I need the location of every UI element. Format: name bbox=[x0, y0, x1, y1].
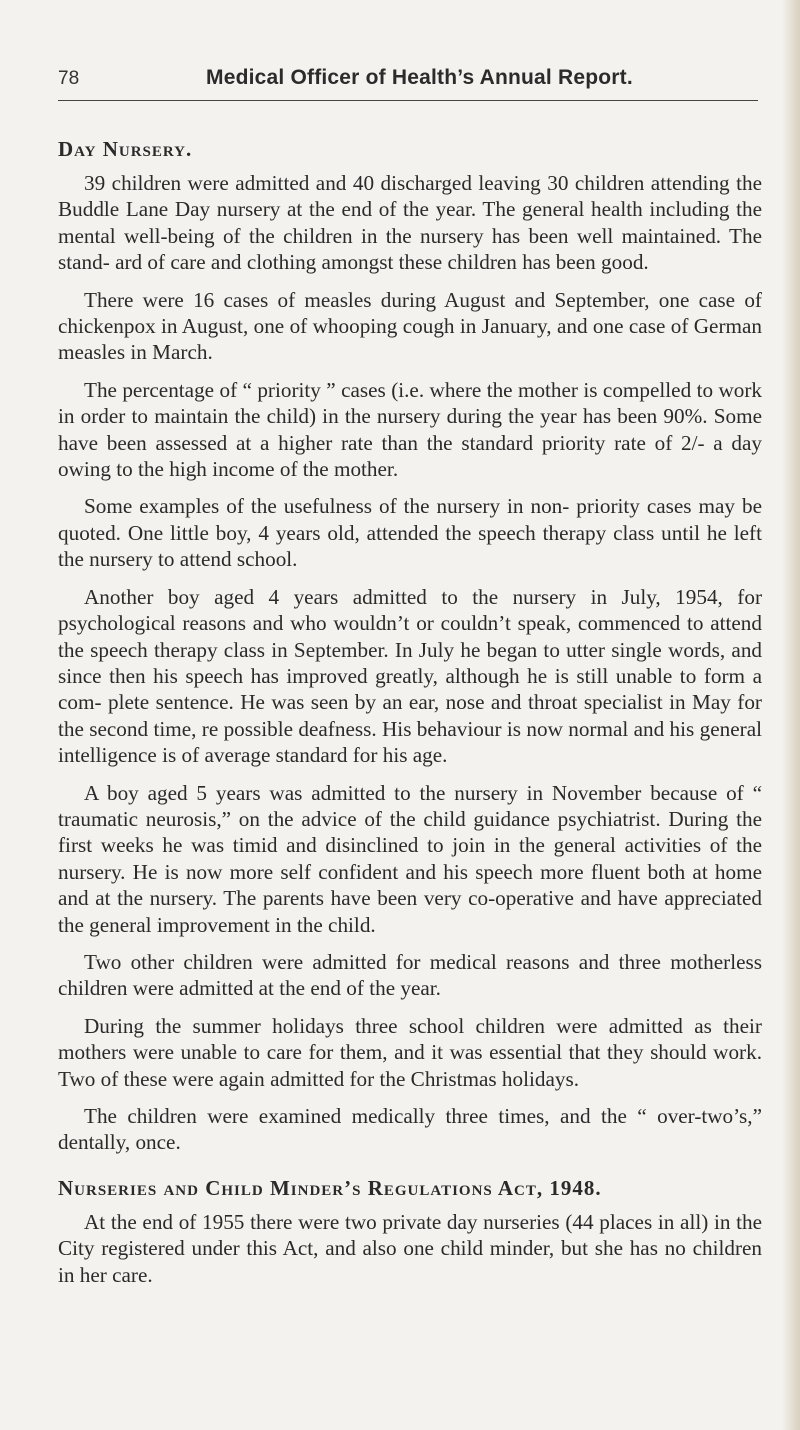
paragraph: A boy aged 5 years was admitted to the nursery in November because of “ traumatic neurosis,” on the advice of the child guidance psychiatrist. During the first weeks he was timid and disinclined to join in the general activities of the nursery. He is now more self confident and his speech more fluent both at home and at the nursery. The parents have been very co-operative and have appreciated the general improvement in the child. bbox=[58, 780, 762, 937]
paragraph: Another boy aged 4 years admitted to the nursery in July, 1954, for psychological reasons and who wouldn’t or couldn’t speak, commenced to attend the speech therapy class in September. In July he began to utter single words, and since then his speech has improved greatly, although he is still unable to form a com- plete sentence. He was seen by an ear, nose and throat specialist in May for the second time, re possible deafness. His behaviour is now normal and his general intelligence is of average standard for his age. bbox=[58, 584, 762, 768]
page-number: 78 bbox=[58, 68, 80, 89]
paragraph: At the end of 1955 there were two private day nurseries (44 places in all) in the City registered under this Act, and also one child minder, but she has no children in her care. bbox=[58, 1209, 762, 1287]
section-heading-day-nursery: Day Nursery. bbox=[58, 137, 193, 161]
paragraph: The children were examined medically three times, and the “ over-two’s,” dentally, once. bbox=[58, 1104, 762, 1155]
paragraph: The percentage of “ priority ” cases (i.e. where the mother is compelled to work in order to maintain the child) in the nursery during the year has been 90%. Some have been assessed at a higher rate than the standard priority rate of 2/- a day owing to the high income of the mother. bbox=[58, 377, 762, 482]
header-rule bbox=[58, 100, 758, 101]
section-day-nursery bbox=[58, 136, 762, 1156]
paragraph: Two other children were admitted for medical reasons and three motherless children were admitted at the end of the year. bbox=[58, 949, 762, 1001]
document-body bbox=[58, 136, 762, 1299]
page-header bbox=[58, 68, 758, 102]
paragraph: During the summer holidays three school children were admitted as their mothers were unable to care for them, and it was essential that they should work. Two of these were again admitted for the Christmas holidays. bbox=[58, 1013, 762, 1091]
page-edge-shadow bbox=[782, 0, 800, 1430]
section-gap bbox=[58, 1167, 762, 1175]
paragraph: Some examples of the usefulness of the nursery in non- priority cases may be quoted. One little boy, 4 years old, attended the speech therapy class until he left the nursery to attend school. bbox=[58, 494, 762, 572]
paragraph: There were 16 cases of measles during August and September, one case of chickenpox in August, one of whooping cough in January, and one case of German measles in March. bbox=[58, 287, 762, 365]
section-heading-nurseries-act: Nurseries and Child Minder’s Regulations Act, 1948. bbox=[58, 1175, 602, 1200]
paragraph: 39 children were admitted and 40 discharged leaving 30 children attending the Buddle Lane Day nursery at the end of the year. The general health including the mental well-being of the children in the nursery has been well maintained. The stand- ard of care and clothing amongst these children has been good. bbox=[58, 171, 762, 275]
running-title: Medical Officer of Health’s Annual Report. bbox=[206, 66, 633, 89]
section-nurseries-act bbox=[58, 1175, 762, 1288]
